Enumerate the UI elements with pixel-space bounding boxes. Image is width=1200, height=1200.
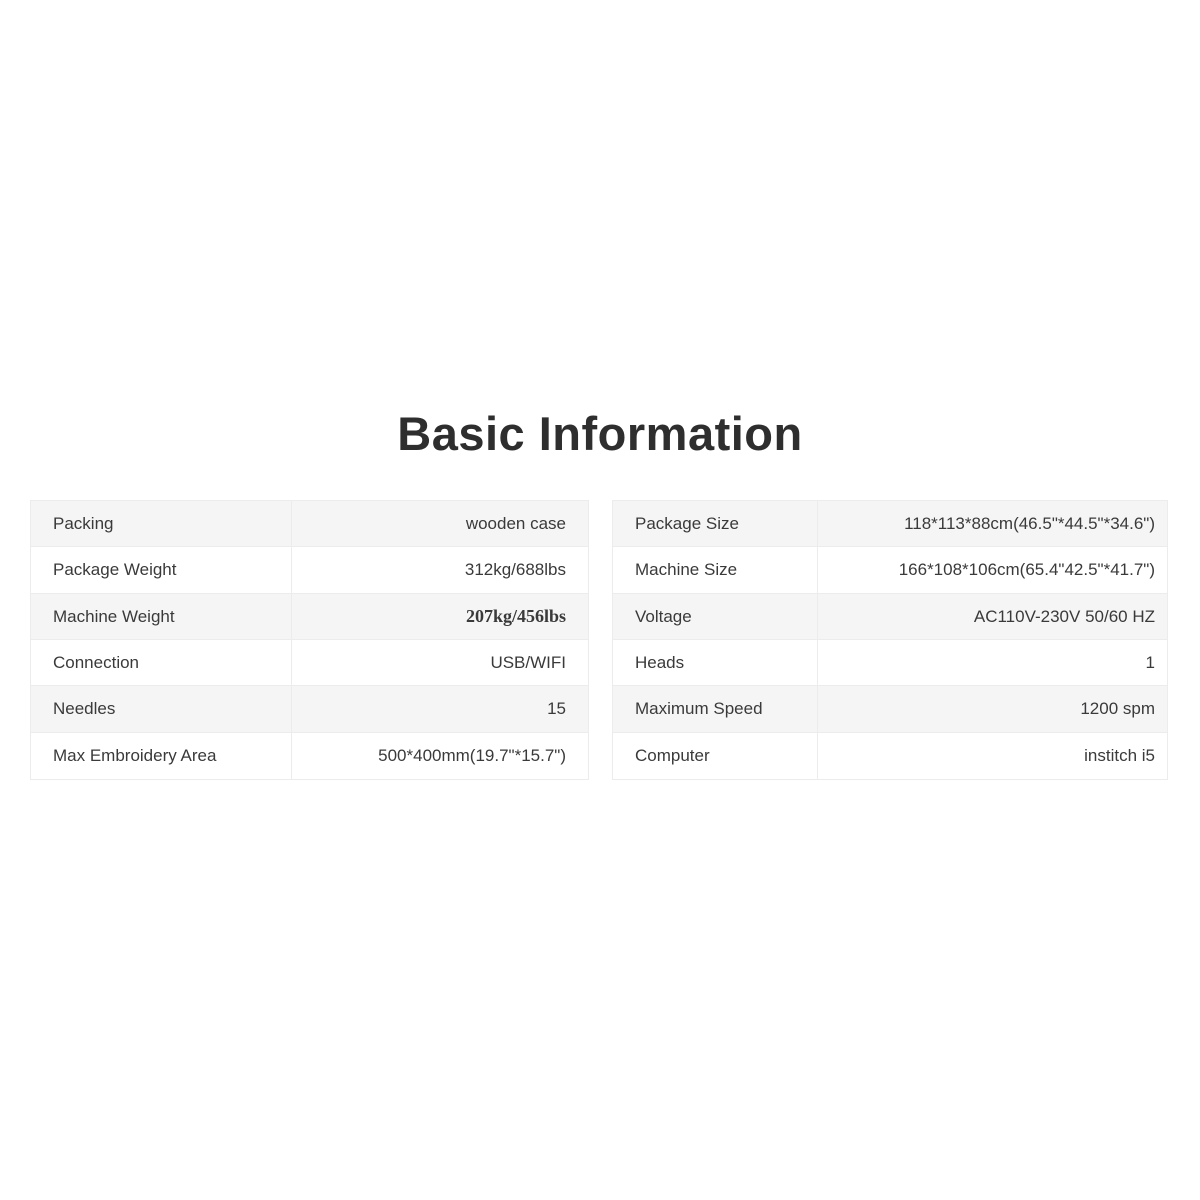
spec-value: institch i5 (1084, 746, 1155, 766)
spec-label: Machine Weight (31, 594, 292, 639)
spec-label: Needles (31, 686, 292, 731)
spec-label: Package Size (613, 501, 818, 546)
spec-label: Connection (31, 640, 292, 685)
spec-value: USB/WIFI (490, 653, 566, 673)
spec-table-left (30, 500, 589, 780)
spec-value: 207kg/456lbs (465, 606, 566, 627)
table-row (31, 547, 588, 593)
table-row (613, 501, 1167, 547)
table-row (613, 640, 1167, 686)
table-row (613, 594, 1167, 640)
spec-label: Maximum Speed (613, 686, 818, 731)
spec-label: Computer (613, 733, 818, 779)
spec-label: Machine Size (613, 547, 818, 592)
spec-value: 1200 spm (1080, 699, 1155, 719)
spec-value: 500*400mm(19.7"*15.7") (378, 746, 566, 766)
spec-label: Package Weight (31, 547, 292, 592)
spec-label: Heads (613, 640, 818, 685)
spec-value: 312kg/688lbs (464, 560, 566, 580)
spec-label: Voltage (613, 594, 818, 639)
table-row (613, 547, 1167, 593)
table-row (31, 501, 588, 547)
spec-value: wooden case (465, 514, 566, 534)
spec-label: Packing (31, 501, 292, 546)
spec-value: 1 (1145, 653, 1155, 673)
spec-value: 118*113*88cm(46.5"*44.5"*34.6") (904, 514, 1155, 534)
table-row (31, 686, 588, 732)
table-row (613, 686, 1167, 732)
page-title: Basic Information (397, 407, 803, 460)
spec-value: 166*108*106cm(65.4"42.5"*41.7") (898, 560, 1155, 580)
table-row (31, 640, 588, 686)
spec-value: 15 (547, 699, 566, 719)
spec-table-right (612, 500, 1168, 780)
spec-label: Max Embroidery Area (31, 733, 292, 779)
table-row (31, 594, 588, 640)
table-row (613, 733, 1167, 779)
table-row (31, 733, 588, 779)
spec-value: AC110V-230V 50/60 HZ (973, 606, 1155, 626)
